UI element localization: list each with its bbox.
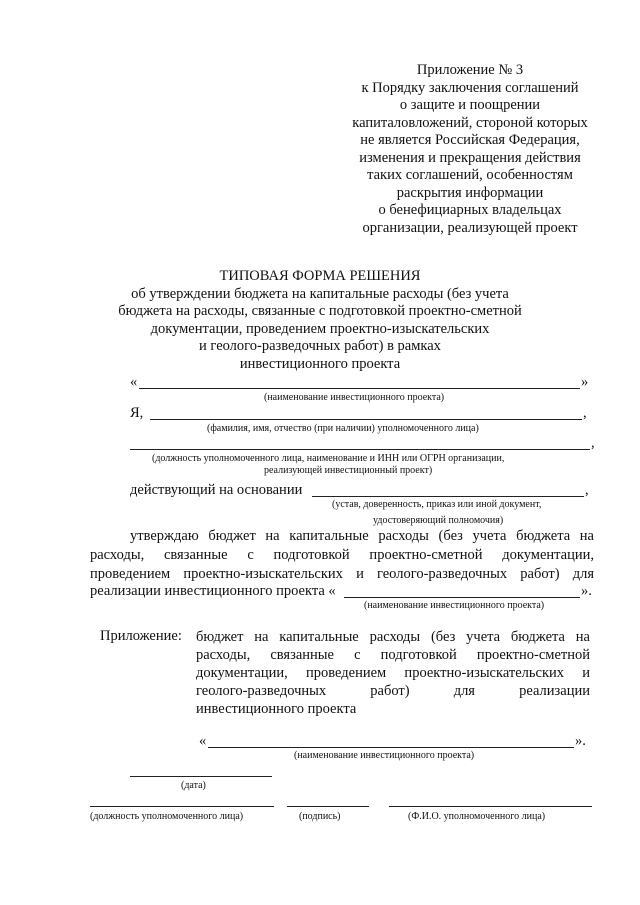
attachment-quote-close: ».	[575, 733, 586, 749]
attachment-project-field[interactable]	[208, 747, 574, 748]
body-project-caption: (наименование инвестиционного проекта)	[364, 600, 545, 611]
appendix-header	[330, 62, 610, 237]
title-main: ТИПОВАЯ ФОРМА РЕШЕНИЯ	[219, 268, 421, 284]
basis-field[interactable]	[312, 496, 584, 497]
body-line: расходы, связанные с подготовкой проектно-сметной документации,	[90, 547, 594, 563]
attachment-line: бюджет на капитальные расходы (без учета бюджета на	[196, 629, 590, 645]
position-caption: (должность уполномоченного лица, наименование и ИНН или ОГРН организации,	[152, 453, 505, 464]
attachment-project-caption: (наименование инвестиционного проекта)	[294, 750, 475, 761]
appendix-header-line: организации, реализующей проект	[362, 219, 578, 236]
document-title	[100, 268, 540, 373]
attachment-line: геолого-разведочных работ) для реализации	[196, 683, 590, 699]
quote-open: «	[130, 374, 138, 390]
body-line: утверждаю бюджет на капитальные расходы (без учета бюджета на	[130, 528, 594, 544]
i-label: Я,	[130, 405, 144, 421]
project-name-field[interactable]	[139, 388, 580, 389]
signer-fio-field[interactable]	[389, 806, 592, 807]
signature-field[interactable]	[287, 806, 369, 807]
signer-position-caption: (должность уполномоченного лица)	[90, 811, 244, 822]
appendix-header-line: не является Российская Федерация,	[360, 132, 580, 148]
quote-close: »	[581, 374, 589, 390]
attachment-line: документации, проведением проектно-изыскательских и	[196, 665, 590, 681]
appendix-header-line: изменения и прекращения действия	[359, 149, 581, 166]
basis-label: действующий на основании	[130, 482, 303, 498]
comma: ,	[591, 435, 595, 451]
attachment-line: расходы, связанные с подготовкой проектно-сметной	[196, 647, 590, 663]
appendix-header-line: таких соглашений, особенностям	[367, 167, 573, 183]
attachment-text	[196, 628, 590, 718]
signer-position-field[interactable]	[90, 806, 274, 807]
position-field[interactable]	[130, 449, 590, 450]
appendix-header-line: раскрытия информации	[396, 184, 544, 201]
project-name-caption: (наименование инвестиционного проекта)	[264, 392, 445, 403]
signer-fio-caption: (Ф.И.О. уполномоченного лица)	[408, 811, 546, 822]
title-subline: бюджета на расходы, связанные с подготовкой проектно-сметной	[118, 303, 522, 319]
basis-caption: (устав, доверенность, приказ или иной документ,	[332, 499, 542, 510]
date-field[interactable]	[130, 776, 272, 777]
appendix-header-line: к Порядку заключения соглашений	[361, 79, 579, 96]
appendix-header-line: о бенефициарных владельцах	[378, 202, 562, 218]
appendix-header-line: о защите и поощрении	[399, 97, 541, 113]
comma: ,	[585, 482, 589, 498]
body-last-line-prefix: реализации инвестиционного проекта «	[90, 583, 336, 599]
attachment-quote-open: «	[199, 733, 207, 749]
fio-field[interactable]	[150, 419, 582, 420]
date-caption: (дата)	[181, 780, 206, 791]
attachment-line: инвестиционного проекта	[196, 701, 357, 717]
fio-caption: (фамилия, имя, отчество (при наличии) уполномоченного лица)	[207, 423, 479, 434]
body-line: проведением проектно-изыскательских и геолого-разведочных работ) для	[90, 566, 594, 582]
body-last-line-suffix: ».	[581, 583, 592, 599]
title-subline: документации, проведением проектно-изыскательских	[150, 320, 490, 337]
title-subline: инвестиционного проекта	[239, 355, 401, 372]
signature-caption: (подпись)	[299, 811, 341, 822]
body-project-field[interactable]	[344, 597, 580, 598]
comma: ,	[583, 405, 587, 421]
basis-caption: удостоверяющий полномочия)	[373, 515, 504, 526]
title-subline: об утверждении бюджета на капитальные расходы (без учета	[131, 285, 509, 302]
title-subline: и геолого-разведочных работ) в рамках	[199, 338, 441, 354]
appendix-header-line: капиталовложений, стороной которых	[352, 114, 588, 131]
position-caption: реализующей инвестиционный проект)	[264, 465, 433, 476]
appendix-header-line: Приложение № 3	[416, 62, 524, 78]
attachment-label: Приложение:	[100, 628, 182, 644]
